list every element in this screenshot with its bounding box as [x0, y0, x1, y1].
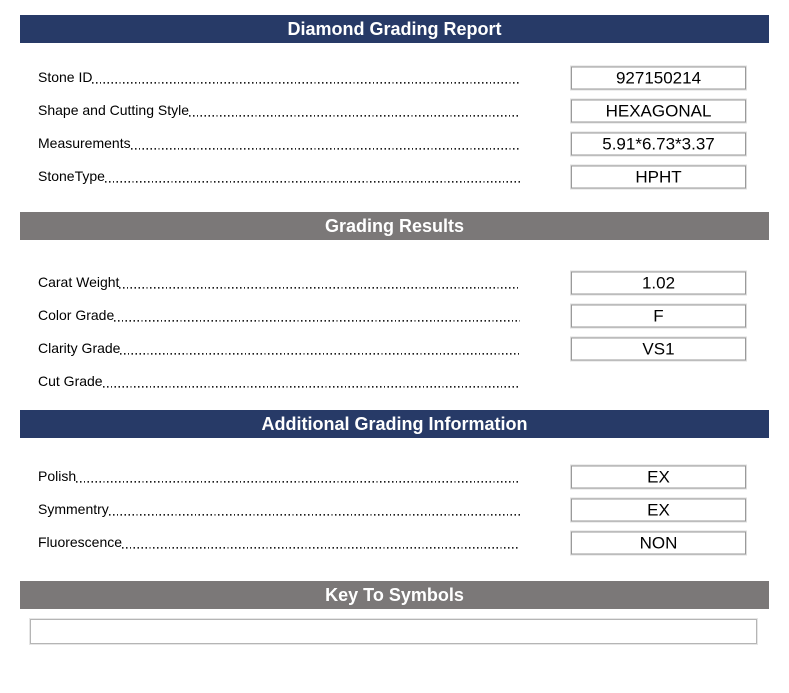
stone-type-value[interactable]	[571, 165, 746, 188]
field-row-measurements	[0, 127, 789, 160]
dotted-leader	[189, 105, 520, 119]
clarity-grade-label: Clarity Grade	[38, 340, 121, 356]
symmetry-value[interactable]	[571, 498, 746, 521]
carat-weight-value[interactable]	[571, 271, 746, 294]
dotted-leader	[122, 537, 520, 551]
color-grade-label: Color Grade	[38, 307, 115, 323]
shape-label: Shape and Cutting Style	[38, 102, 189, 118]
stone-id-value[interactable]	[571, 66, 746, 89]
field-row-polish	[0, 460, 789, 493]
section-grading-results-fields	[0, 240, 789, 398]
dotted-leader	[76, 471, 520, 485]
shape-value[interactable]	[571, 99, 746, 122]
clarity-grade-value[interactable]	[571, 337, 746, 360]
section-header-grading-results	[20, 212, 769, 240]
fluorescence-value-text: NON	[639, 533, 678, 552]
dotted-leader	[103, 376, 520, 390]
carat-weight-value-text: 1.02	[641, 273, 676, 292]
field-row-clarity-grade	[0, 332, 789, 365]
field-row-cut-grade	[0, 365, 789, 398]
color-grade-value[interactable]	[571, 304, 746, 327]
stone-type-label: StoneType	[38, 168, 105, 184]
section-additional-information-fields	[0, 438, 789, 559]
symmetry-value-text: EX	[647, 500, 670, 519]
field-row-carat-weight	[0, 266, 789, 299]
field-row-fluorescence	[0, 526, 789, 559]
polish-label: Polish	[38, 468, 77, 484]
section-title: Diamond Grading Report	[287, 19, 502, 39]
measurements-value[interactable]	[571, 132, 746, 155]
field-row-shape	[0, 94, 789, 127]
shape-value-text: HEXAGONAL	[605, 101, 712, 120]
fluorescence-label: Fluorescence	[38, 534, 123, 550]
key-to-symbols-box[interactable]	[30, 619, 757, 644]
section-title: Grading Results	[324, 216, 465, 236]
polish-value[interactable]	[571, 465, 746, 488]
section-header-key-to-symbols	[20, 581, 769, 609]
dotted-leader	[109, 504, 520, 518]
field-row-stone-id	[0, 61, 789, 94]
section-header-additional-grading-information	[20, 410, 769, 438]
dotted-leader	[131, 138, 520, 152]
dotted-leader	[92, 72, 520, 86]
field-row-stone-type	[0, 160, 789, 193]
polish-value-text: EX	[647, 467, 670, 486]
measurements-value-text: 5.91*6.73*3.37	[602, 134, 715, 153]
fluorescence-value[interactable]	[571, 531, 746, 554]
section-header-diamond-grading-report	[20, 15, 769, 43]
field-row-symmetry	[0, 493, 789, 526]
color-grade-value-text: F	[653, 306, 664, 325]
dotted-leader	[120, 343, 520, 357]
dotted-leader	[105, 171, 520, 185]
clarity-grade-value-text: VS1	[642, 339, 675, 358]
measurements-label: Measurements	[38, 135, 131, 151]
field-row-color-grade	[0, 299, 789, 332]
dotted-leader	[119, 277, 520, 291]
section-identification-fields	[0, 43, 789, 193]
stone-id-value-text: 927150214	[615, 68, 702, 87]
stone-type-value-text: HPHT	[635, 167, 682, 186]
section-title: Key To Symbols	[325, 585, 464, 605]
cut-grade-label: Cut Grade	[38, 373, 103, 389]
section-title: Additional Grading Information	[261, 414, 528, 434]
dotted-leader	[114, 310, 520, 324]
stone-id-label: Stone ID	[38, 69, 93, 85]
symmetry-label: Symmentry	[38, 501, 109, 517]
carat-weight-label: Carat Weight	[38, 274, 120, 290]
